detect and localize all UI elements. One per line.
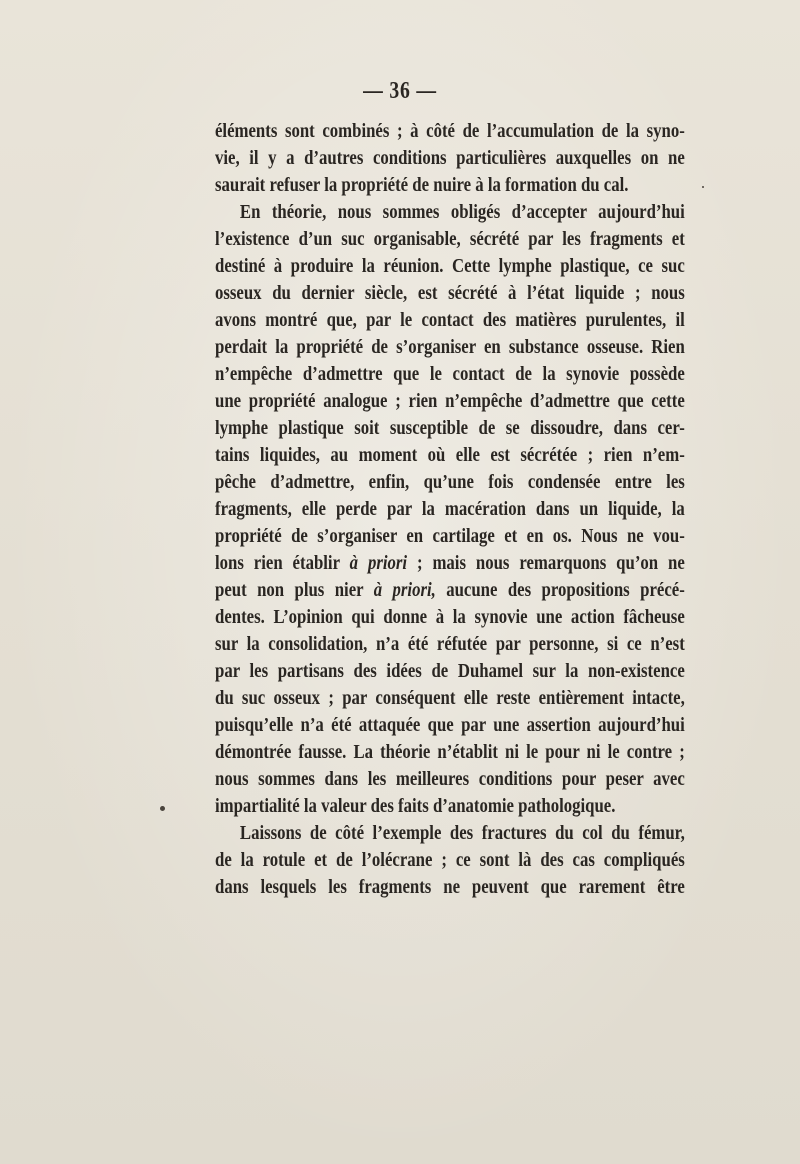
text-fragment: ; mais nous remarquons qu’on ne bbox=[407, 552, 685, 574]
text-line: de la rotule et de l’olécrane ; ce sont là des cas compliqués bbox=[215, 849, 685, 871]
italic-text: à priori, bbox=[373, 579, 436, 601]
ink-speck bbox=[160, 806, 165, 811]
text-line: fragments, elle perde par la macération dans un liquide, la bbox=[215, 498, 685, 520]
text-line bbox=[215, 577, 685, 604]
ink-speck bbox=[702, 186, 704, 188]
text-line: nous sommes dans les meilleures conditions pour peser avec bbox=[215, 768, 685, 790]
text-line: sur la consolidation, n’a été réfutée par personne, si ce n’est bbox=[215, 633, 685, 655]
text-line: impartialité la valeur des faits d’anatomie pathologique. bbox=[215, 795, 616, 817]
text-line: dans lesquels les fragments ne peuvent que rarement être bbox=[215, 876, 685, 898]
text-line: En théorie, nous sommes obligés d’accepter aujourd’hui bbox=[239, 201, 685, 223]
text-line: destiné à produire la réunion. Cette lymphe plastique, ce suc bbox=[215, 255, 685, 277]
text-line: tains liquides, au moment où elle est sécrétée ; rien n’em- bbox=[215, 444, 685, 466]
text-line: Laissons de côté l’exemple des fractures du col du fémur, bbox=[239, 822, 685, 844]
text-fragment: peut non plus nier bbox=[215, 579, 374, 601]
text-line: propriété de s’organiser en cartilage et en os. Nous ne vou- bbox=[215, 525, 685, 547]
text-fragment: aucune des propositions précé- bbox=[435, 579, 685, 601]
text-line: saurait refuser la propriété de nuire à la formation du cal. bbox=[215, 174, 629, 196]
page-number: — 36 — bbox=[363, 78, 437, 104]
text-line: osseux du dernier siècle, est sécrété à l’état liquide ; nous bbox=[215, 282, 685, 304]
text-line: lymphe plastique soit susceptible de se dissoudre, dans cer- bbox=[215, 417, 685, 439]
italic-text: à priori bbox=[349, 552, 408, 574]
text-line: démontrée fausse. La théorie n’établit ni le pour ni le contre ; bbox=[215, 741, 685, 763]
text-line: du suc osseux ; par conséquent elle reste entièrement intacte, bbox=[215, 687, 685, 709]
text-line: avons montré que, par le contact des matières purulentes, il bbox=[215, 309, 685, 331]
text-line: dentes. L’opinion qui donne à la synovie une action fâcheuse bbox=[215, 606, 685, 628]
text-line: perdait la propriété de s’organiser en substance osseuse. Rien bbox=[215, 336, 685, 358]
text-line: éléments sont combinés ; à côté de l’accumulation de la syno- bbox=[215, 120, 685, 142]
body-text bbox=[215, 118, 685, 901]
text-line bbox=[215, 550, 685, 577]
text-line: vie, il y a d’autres conditions particulières auxquelles on ne bbox=[215, 147, 685, 169]
text-line: n’empêche d’admettre que le contact de la synovie possède bbox=[215, 363, 685, 385]
text-line: l’existence d’un suc organisable, sécrété par les fragments et bbox=[215, 228, 685, 250]
text-line: par les partisans des idées de Duhamel sur la non-existence bbox=[215, 660, 685, 682]
text-fragment: lons rien établir bbox=[215, 552, 350, 574]
text-line: une propriété analogue ; rien n’empêche d’admettre que cette bbox=[215, 390, 685, 412]
text-line: pêche d’admettre, enfin, qu’une fois condensée entre les bbox=[215, 471, 685, 493]
text-line: puisqu’elle n’a été attaquée que par une assertion aujourd’hui bbox=[215, 714, 685, 736]
